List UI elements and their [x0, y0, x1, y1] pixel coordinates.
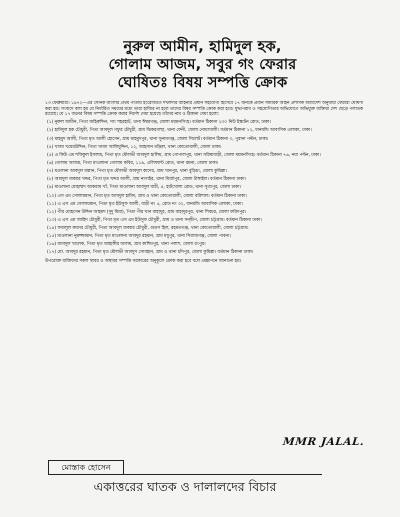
list-item: (৫) এ কিউ এম শফিকুল ইসলাম, পিতা মৃত মৌলভী আবদুল হালিম, গ্রাম গোপালপুর, থানা সরিষাবাড়ী, জেলা ময়মনসিংহ। বর্তমান ঠিকানা ৭৬, নয়া পল্টন, ঢাকা। — [47, 152, 321, 158]
list-item: (১৬) আবদুল খালেক, পিতা মৃত জাহাঙ্গীর আলম, গ্রাম কাশিমপুর, থানা পলাশ, জেলা রংপুর। — [47, 242, 206, 248]
article-body — [45, 101, 363, 436]
list-item: (৩) মাহমুদ আলী, পিতা মৃত আলী হোসেন, গ্রাম মাহমুদপুর, থানা সুনামগঞ্জ, জেলা সিলেট। বর্তমান ঠিকানা ৩, পুরানা পল্টন, ঢাকা। — [47, 136, 269, 142]
list-item: (৬) গোলাম আজম, পিতা মাওলানা গোলাম কবির, ১১৯, এলিফ্যান্ট রোড, থানা রমনা, জেলা ঢাকা। — [47, 160, 219, 166]
intro-paragraph: ১৩ ফেব্রুয়ারী। ১৯৭২—এর সৈনিক বাংলার প্রথম পাতায় ইংরেজিতে দখলদার বাহিনীর প্রধান সহযোগী হিসেবে ১৭ জনকে প্রধান সামরিক আইন প্রশাসক অধ্যাদেশ অনুযায়ী ফেরারী ঘোষণা করা হয়। সংবাদে বলা হয় যে নির্ধারিত সময়ের মধ্যে তারা হাজির না হলে তাদের বিষয় সম্পত্তি ক্রোক করা হবে। যুদ্ধাপরাধ ও সহযোগিতার অভিযোগে অভিযুক্ত ব্যক্তিরা দেশ ছেড়ে পলাতক রয়েছে। যে ১৭ জনের বিষয় সম্পত্তি ক্রোক করার নির্দেশ দেয়া হয়েছে তাঁদের নাম ও ঠিকানা দেয়া হলো: — [45, 101, 363, 118]
headline-line-1: নুরুল আমীন, হামিদুল হক, — [123, 39, 282, 55]
series-footer — [48, 474, 322, 497]
list-item: (১২) পীর মোহসেন উদ্দিন আহমদ (দুদু মিয়া), পিতা পীর খান বাহাদুর, গ্রাম বাহাদুরপুর, থানা শিবচর, জেলা ফরিদপুর। — [47, 209, 247, 215]
headline-line-2: গোলাম আজম, সবুর গং ফেরার — [108, 57, 297, 73]
list-item: (১৪) ফজলুল কাদের চৌধুরী, পিতা আবদুল জব্বার চৌধুরী, গুডস হিল, রহমতগঞ্জ, থানা কোতোয়ালী, জেলা চট্টগ্রাম। — [47, 226, 249, 232]
author-box — [48, 460, 124, 475]
list-item: (২) হামিদুল হক চৌধুরী, পিতা আবদুল গফুর চৌধুরী, গ্রাম ঝিকরগাছা, থানা ফেনী, জেলা নোয়াখালী। বর্তমান ঠিকানা ১২, ধানমন্ডি আবাসিক এলাকা, ঢাকা। — [47, 128, 312, 134]
handwritten-signature: MMR JALAL. — [282, 436, 365, 448]
list-item: (১০) এস এম সোলায়মান, পিতা মৃত আবদুল হামিদ, গ্রাম ও থানা কোতোয়ালী, জেলা বরিশাল। বর্তমান ঠিকানা ঢাকা। — [47, 193, 247, 199]
list-item: (৭) মওলানা আবদুল মান্নান, পিতা মৃত মৌলভী আবদুল কাদের, গ্রাম খানপুর, থানা বুড়িচং, জেলা কুমিল্লা। — [47, 169, 227, 175]
list-item: (৮) আবদুল জব্বার খদ্দর, পিতা মৃত খদ্দর আলী, গ্রাম নাগাইর, থানা মির্জাপুর, জেলা টাঙ্গাইল। বর্তমান ঠিকানা ঢাকা। — [47, 177, 247, 183]
list-item: (১৭) মো. আবদুর রহমান, পিতা মৃত মৌলভী আবদুস সোবহান, গ্রাম ও থানা চাঁদপুর, জেলা কুমিল্লা। বর্তমান ঠিকানা ঢাকা। — [47, 250, 254, 256]
list-item: (৪) খাজা খয়েরউদ্দিন, পিতা খাজা আলিমুদ্দিন, ১২, আহসান মঞ্জিল, থানা কোতোয়ালী, জেলা ঢাকা। — [47, 144, 222, 150]
headline-line-3: ঘোষিতঃ বিষয় সম্পত্তি ক্রোক — [117, 75, 288, 91]
list-item: (১৩) এ এস এম জাহিদ চৌধুরী, পিতা মৃত এস এম ইউসুফ চৌধুরী, গ্রাম ও থানা সন্দ্বীপ, জেলা চট্টগ্রাম। বর্তমান ঠিকানা ঢাকা। — [47, 217, 262, 223]
author-name: মোস্তাক হোসেন — [61, 463, 111, 472]
closing-paragraph: উপরোক্ত ব্যক্তিদের সকল স্থাবর ও অস্থাবর সম্পত্তি সরকারের অনুকূলে ক্রোক করা হবে বলে প্রজ্ঞাপনে জানানো হয়। — [45, 258, 242, 264]
list-item: (১১) এ এস এম সোলায়মান, পিতা মৃত ইউসুফ আলী, বাড়ী নং ৫, রোড নং ৩২, ধানমন্ডি আবাসিক এলাকা, ঢাকা। — [47, 201, 243, 207]
series-title: একাত্তরের ঘাতক ও দালালদের বিচার — [93, 479, 277, 494]
list-item: (৯) মাওলানা মোহাম্মদ আকরাম খাঁ, পিতা মাওলানা আবদুল বারী, ৪, হাটখোলা রোড, থানা সূত্রাপুর, জেলা ঢাকা। — [47, 185, 242, 191]
list-item: (১৫) মাওলানা নুরুজ্জামান, পিতা মৃত মাওলানা আবদুর রহমান, গ্রাম মধুপুর, থানা সিরাজগঞ্জ, জেলা পাবনা। — [47, 234, 231, 240]
list-item: (১) নুরুল আমীন, পিতা জহিরুদ্দিন, সাং শহরহাট, থানা ঈশ্বরগঞ্জ, জেলা ময়মনসিংহ। বর্তমান ঠিকানা ২৩০ নিউ ইস্কাটন রোড, ঢাকা। — [47, 120, 271, 126]
